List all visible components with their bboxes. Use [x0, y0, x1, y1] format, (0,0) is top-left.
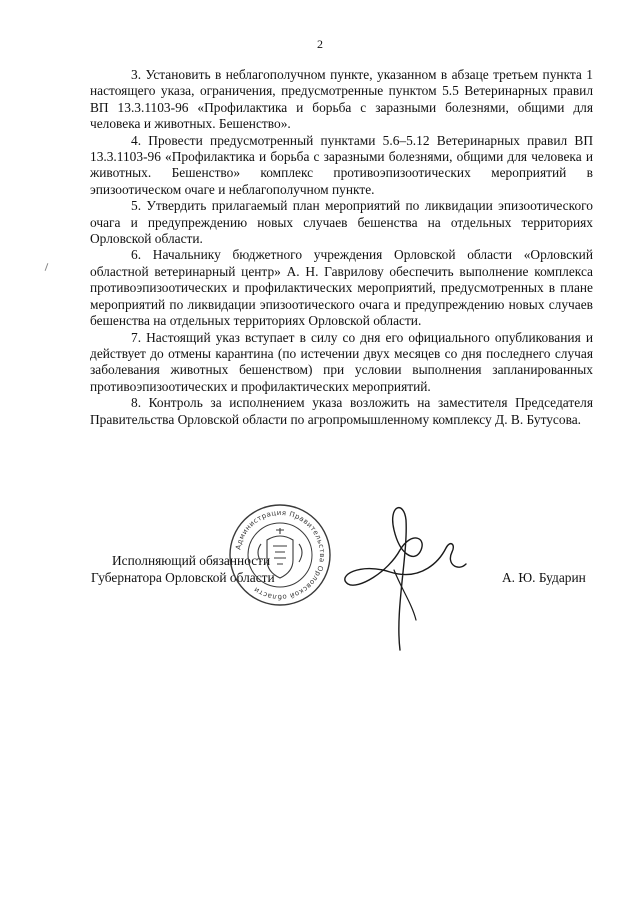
handwritten-signature: [330, 500, 480, 660]
official-seal: [225, 500, 335, 610]
page-number: 2: [317, 37, 323, 51]
paragraph-8: 8. Контроль за исполнением указа возложить на заместителя Председателя Правительства Орловской области по агропромышленному комплексу Д. В. Бутусова.: [90, 395, 593, 427]
seal-outer-ring: [230, 505, 330, 605]
signatory-title-line-1: Исполняющий обязанности: [112, 553, 271, 568]
paragraph-6: 6. Начальнику бюджетного учреждения Орловской области «Орловский областной ветеринарный центр» А. Н. Гаврилову обеспечить выполнение комплекса противоэпизоотических и профилактических мероприятий, предусмотренных в плане мероприятий по ликвидации эпизоотического очага и предупреждению новых случаев бешенства на отдельных территориях Орловской области.: [90, 247, 593, 329]
scan-artifact: [45, 263, 49, 271]
paragraph-4: 4. Провести предусмотренный пунктами 5.6–5.12 Ветеринарных правил ВП 13.3.1103-96 «Профилактика и борьба с заразными болезнями, общими для человека и животных. Бешенство» комплекс противоэпизоотических мероприятий в эпизоотическом очаге и неблагополучном пункте.: [90, 132, 593, 197]
paragraph-5: 5. Утвердить прилагаемый план мероприятий по ликвидации эпизоотического очага и предупреждению новых случаев бешенства на отдельных территориях Орловской области.: [90, 198, 593, 247]
signature-block: [0, 500, 640, 660]
signatory-title-line-2: Губернатора Орловской области: [91, 570, 275, 585]
decree-body: [90, 67, 593, 428]
seal-ring-text: Администрация Правительства Орловской области: [234, 508, 327, 602]
coat-of-arms-icon: [258, 528, 302, 578]
paragraph-3: 3. Установить в неблагополучном пункте, указанном в абзаце третьем пункта 1 настоящего указа, ограничения, предусмотренные пунктом 5.5 Ветеринарных правил ВП 13.3.1103-96 «Профилактика и борьба с заразными болезнями, общими для человека и животных. Бешенство».: [90, 67, 593, 132]
signatory-name: А. Ю. Бударин: [502, 570, 586, 585]
paragraph-7: 7. Настоящий указ вступает в силу со дня его официального опубликования и действует до отмены карантина (по истечении двух месяцев со дня последнего случая заболевания животных бешенством) при условии выполнения запланированных противоэпизоотических и профилактических мероприятий.: [90, 329, 593, 394]
